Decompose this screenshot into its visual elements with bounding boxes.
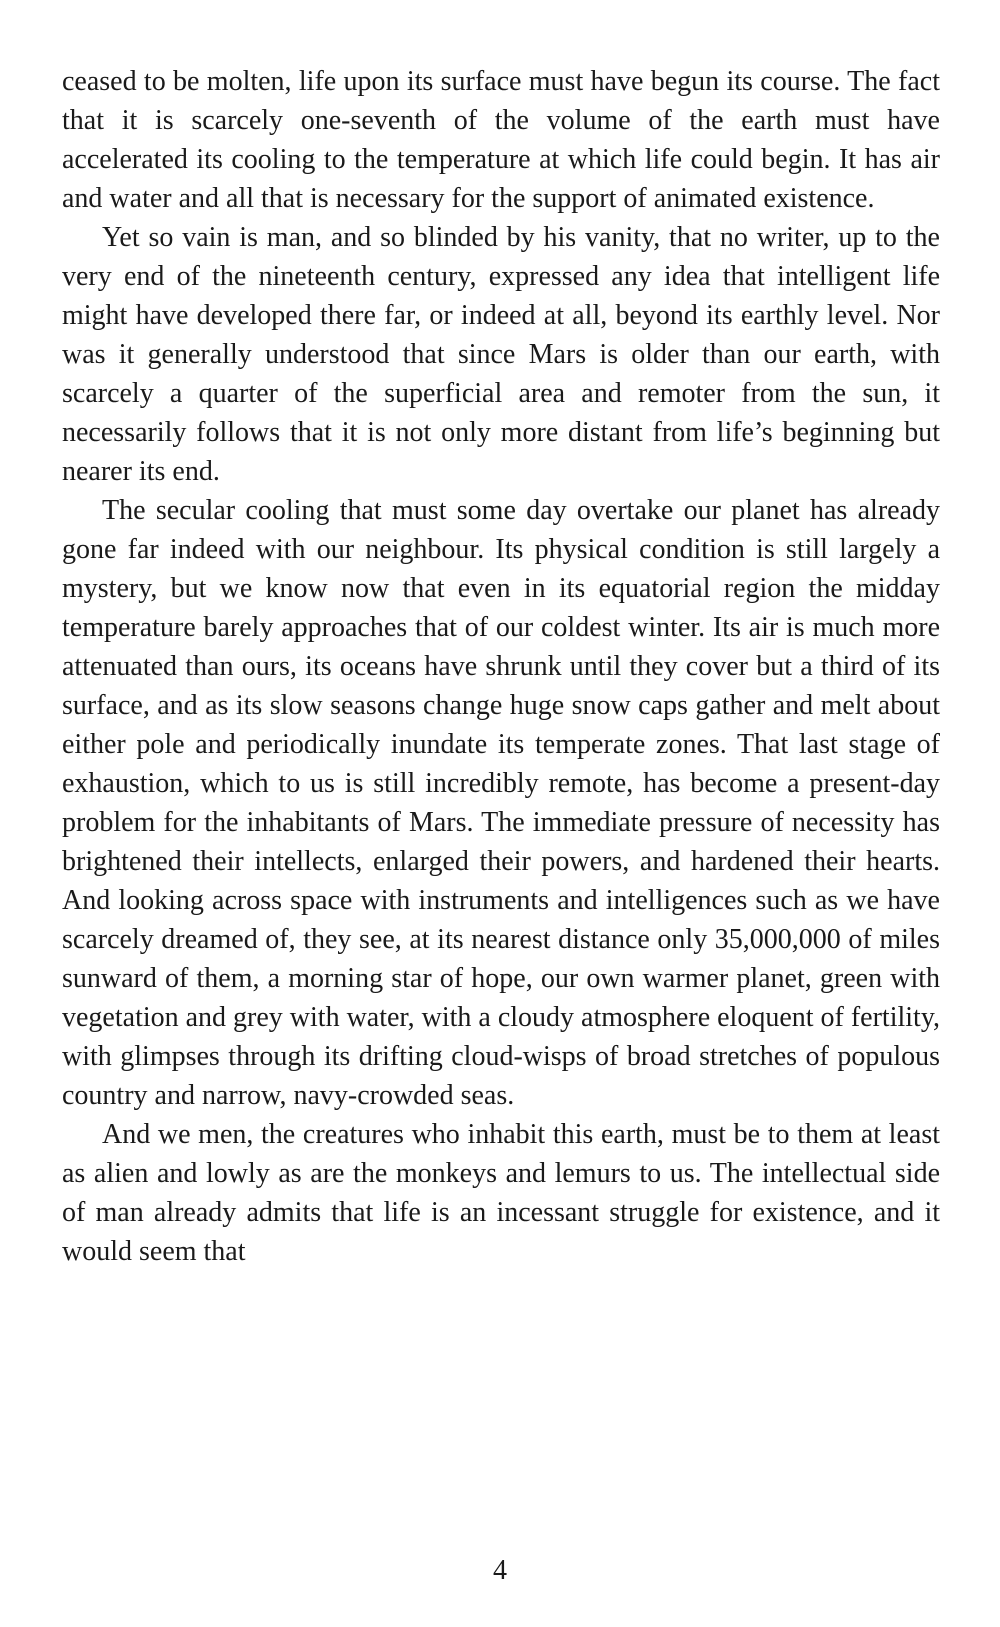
page-number: 4 — [493, 1555, 507, 1586]
paragraph-1: ceased to be molten, life upon its surface must have begun its course. The fact that it is scarcely one-seventh of the volume of the earth must have accelerated its cooling to the temperature at which life could begin. It has air and water and all that is necessary for the support of animated existence. — [62, 66, 940, 214]
page-body — [62, 62, 940, 1271]
paragraph-3: The secular cooling that must some day overtake our planet has already gone far indeed with our neighbour. Its physical condition is still largely a mystery, but we know now that even in its equatorial region the midday temperature barely approaches that of our coldest winter. Its air is much more attenuated than ours, its oceans have shrunk until they cover but a third of its surface, and as its slow seasons change huge snow caps gather and melt about either pole and periodically inundate its temperate zones. That last stage of exhaustion, which to us is still incredibly remote, has become a present-day problem for the inhabitants of Mars. The immediate pressure of necessity has brightened their intellects, enlarged their powers, and hardened their hearts. And looking across space with instruments and intelligences such as we have scarcely dreamed of, they see, at its nearest distance only 35,000,000 of miles sunward of them, a morning star of hope, our own warmer planet, green with vegetation and grey with water, with a cloudy atmosphere eloquent of fertility, with glimpses through its drifting cloud-wisps of broad stretches of populous country and narrow, navy-crowded seas. — [62, 495, 941, 1111]
paragraph-4: And we men, the creatures who inhabit this earth, must be to them at least as alien and lowly as are the monkeys and lemurs to us. The intellectual side of man already admits that life is an incessant struggle for existence, and it would seem that — [62, 1119, 940, 1267]
paragraph-2: Yet so vain is man, and so blinded by his vanity, that no writer, up to the very end of the nineteenth century, expressed any idea that intelligent life might have developed there far, or indeed at all, beyond its earthly level. Nor was it generally understood that since Mars is older than our earth, with scarcely a quarter of the superficial area and remoter from the sun, it necessarily follows that it is not only more distant from life’s beginning but nearer its end. — [62, 222, 940, 487]
